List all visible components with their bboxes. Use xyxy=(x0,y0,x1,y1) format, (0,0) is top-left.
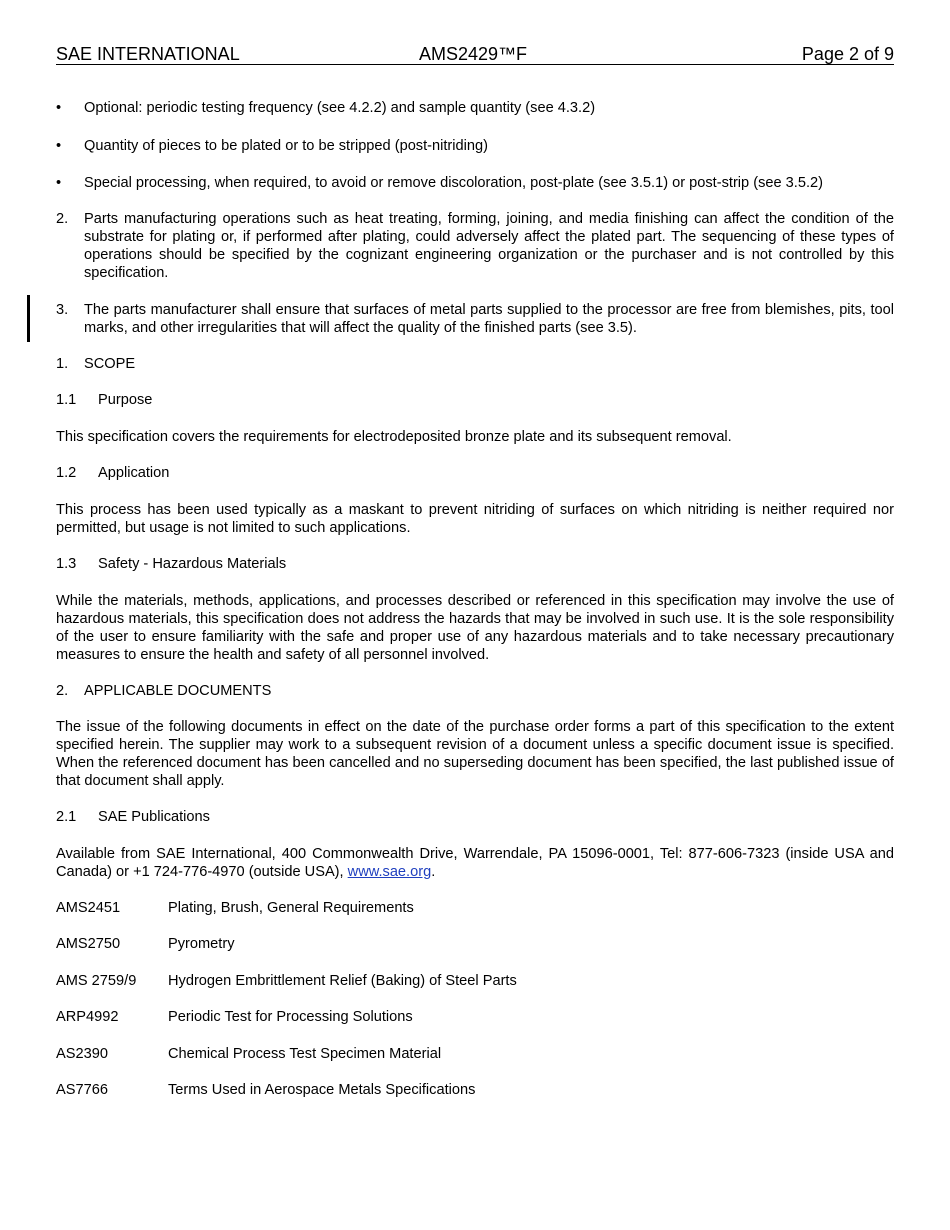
subsection-number: 1.1 xyxy=(56,392,77,408)
application-paragraph: This process has been used typically as a maskant to prevent nitriding of surfaces on which nitriding is neither required nor permitted, but usage is not limited to such applications. xyxy=(56,502,894,536)
subsection-number: 2.1 xyxy=(56,809,77,825)
sae-availability-text: Available from SAE International, 400 Commonwealth Drive, Warrendale, PA 15096-0001, Tel: 877-606-7323 (inside USA and Canada) or +1 724-776-4970 (outside USA), xyxy=(56,846,894,880)
reference-code: AS2390 xyxy=(56,1046,108,1062)
subsection-heading-safety xyxy=(56,555,894,573)
note-text: The parts manufacturer shall ensure that surfaces of metal parts supplied to the processor are free from blemishes, pits, tool marks, and other irregularities that will affect the quality of the finished parts (see 3.5). xyxy=(84,302,894,336)
section-number: 1. xyxy=(56,356,69,372)
reference-title: Periodic Test for Processing Solutions xyxy=(168,1009,413,1025)
sae-availability-paragraph xyxy=(56,845,894,881)
section-heading-scope xyxy=(56,355,894,373)
reference-title: Plating, Brush, General Requirements xyxy=(168,900,414,916)
subsection-title: Purpose xyxy=(98,392,153,408)
note-item xyxy=(56,301,894,337)
sae-website-link[interactable]: www.sae.org xyxy=(347,864,432,880)
reference-row xyxy=(56,972,894,990)
subsection-title: SAE Publications xyxy=(98,809,210,825)
reference-title: Chemical Process Test Specimen Material xyxy=(168,1046,442,1062)
subsection-number: 1.3 xyxy=(56,556,77,572)
revision-change-bar xyxy=(27,295,30,342)
reference-row xyxy=(56,899,894,917)
reference-row xyxy=(56,1081,894,1099)
reference-code: AMS 2759/9 xyxy=(56,973,137,989)
header-doc-id: AMS2429™F xyxy=(419,44,528,64)
bullet-text: Optional: periodic testing frequency (see 4.2.2) and sample quantity (see 4.3.2) xyxy=(84,100,596,116)
subsection-number: 1.2 xyxy=(56,465,77,481)
bullet-item xyxy=(56,137,894,155)
reference-row xyxy=(56,935,894,953)
subsection-title: Safety - Hazardous Materials xyxy=(98,556,287,572)
bullet-icon: • xyxy=(56,138,62,154)
section-title: APPLICABLE DOCUMENTS xyxy=(84,683,272,699)
note-text: Parts manufacturing operations such as heat treating, forming, joining, and media finishing can affect the condition of the substrate for plating or, if performed after plating, could adversely affect the plated part. The sequencing of these types of operations should be specified by the cognizant engineering organization or the purchaser and is not controlled by this specification. xyxy=(84,211,894,281)
note-item xyxy=(56,210,894,282)
bullet-item xyxy=(56,174,894,192)
bullet-text: Quantity of pieces to be plated or to be stripped (post-nitriding) xyxy=(84,138,488,154)
reference-code: AMS2750 xyxy=(56,936,121,952)
reference-code: AS7766 xyxy=(56,1082,108,1098)
subsection-title: Application xyxy=(98,465,170,481)
header-org: SAE INTERNATIONAL xyxy=(56,44,240,64)
subsection-heading-application xyxy=(56,464,894,482)
applicable-documents-paragraph: The issue of the following documents in effect on the date of the purchase order forms a part of this specification to the extent specified herein. The supplier may work to a subsequent revision of a document unless a specific document issue is specified. When the referenced document has been cancelled and no superseding document has been specified, the last published issue of that document shall apply. xyxy=(56,719,894,789)
reference-row xyxy=(56,1045,894,1063)
page-header xyxy=(56,44,894,65)
reference-title: Pyrometry xyxy=(168,936,235,952)
bullet-icon: • xyxy=(56,100,62,116)
header-page-number: Page 2 of 9 xyxy=(801,44,894,64)
note-number: 3. xyxy=(56,302,69,318)
bullet-text: Special processing, when required, to avoid or remove discoloration, post-plate (see 3.5.1) or post-strip (see 3.5.2) xyxy=(84,175,823,191)
sae-availability-end: . xyxy=(431,864,436,880)
safety-paragraph: While the materials, methods, applications, and processes described or referenced in this specification may involve the use of hazardous materials, this specification does not address the hazards that may be involved in such use. It is the sole responsibility of the user to ensure familiarity with the safe and proper use of any hazardous materials and to take necessary precautionary measures to ensure the health and safety of all personnel involved. xyxy=(56,593,894,663)
section-heading-applicable-documents xyxy=(56,682,894,700)
section-number: 2. xyxy=(56,683,69,699)
reference-row xyxy=(56,1008,894,1026)
bullet-icon: • xyxy=(56,175,62,191)
subsection-heading-purpose xyxy=(56,391,894,409)
reference-title: Terms Used in Aerospace Metals Specifications xyxy=(168,1082,476,1098)
reference-code: ARP4992 xyxy=(56,1009,119,1025)
bullet-item xyxy=(56,99,894,117)
reference-code: AMS2451 xyxy=(56,900,121,916)
section-title: SCOPE xyxy=(84,356,136,372)
subsection-heading-sae-publications xyxy=(56,808,894,826)
purpose-paragraph: This specification covers the requirements for electrodeposited bronze plate and its subsequent removal. xyxy=(56,429,732,445)
reference-title: Hydrogen Embrittlement Relief (Baking) of Steel Parts xyxy=(168,973,517,989)
note-number: 2. xyxy=(56,211,69,227)
